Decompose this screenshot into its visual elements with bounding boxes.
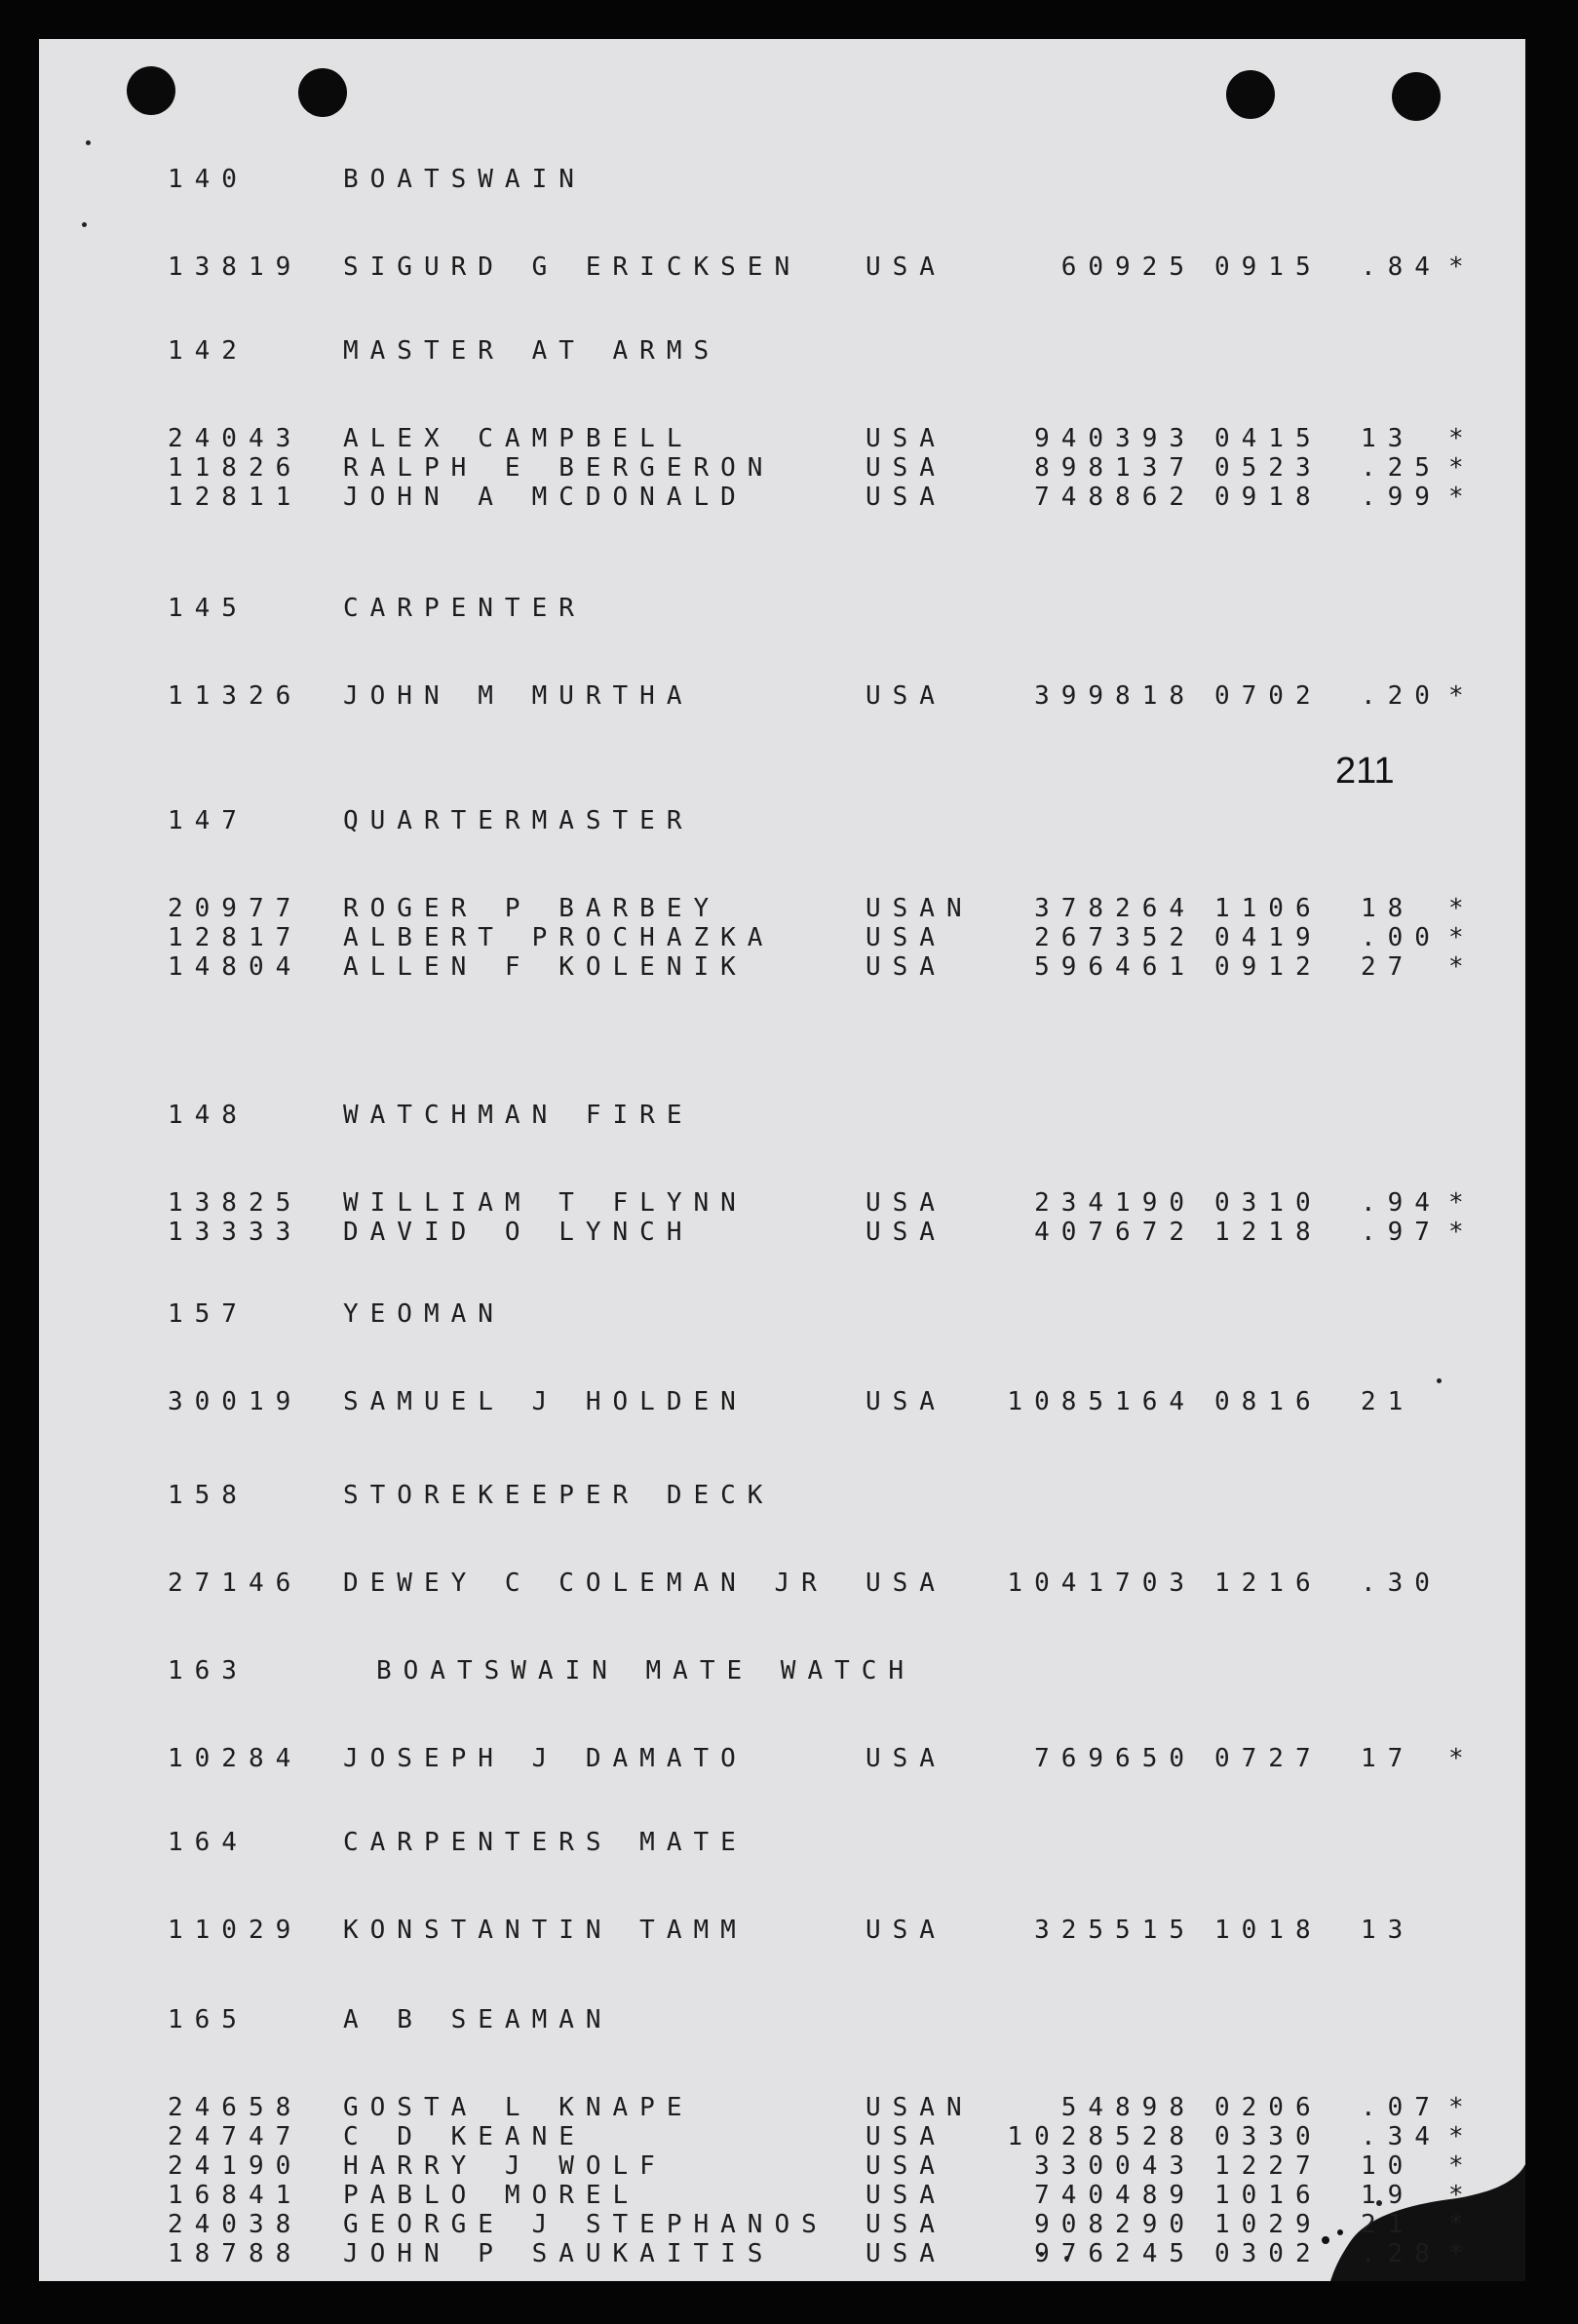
date-code: 0206	[1214, 2093, 1323, 2122]
table-row	[39, 1743, 1525, 1774]
section-header	[39, 1100, 1525, 1131]
seaman-id: 13819	[168, 252, 303, 282]
nationality: USAN	[866, 2093, 974, 2122]
asterisk-mark: *	[1448, 1744, 1464, 1773]
table-row	[39, 2238, 1525, 2269]
asterisk-mark: *	[1448, 2093, 1464, 2122]
nationality: USA	[866, 252, 946, 282]
certificate-number: 976245	[1034, 2239, 1196, 2268]
seaman-name: GEORGE J STEPHANOS	[343, 2210, 828, 2239]
nationality: USA	[866, 923, 946, 952]
asterisk-mark: *	[1448, 1218, 1464, 1247]
table-row	[39, 482, 1525, 513]
date-code: 1018	[1214, 1916, 1323, 1945]
seaman-id: 20977	[168, 894, 303, 923]
asterisk-mark: *	[1448, 2181, 1464, 2210]
seaman-id: 24190	[168, 2151, 303, 2181]
fraction-code: .30	[1361, 1569, 1442, 1598]
fraction-code: 21	[1361, 2210, 1415, 2239]
nationality: USA	[866, 681, 946, 711]
nationality: USA	[866, 2210, 946, 2239]
section-header	[39, 164, 1525, 195]
date-code: 0727	[1214, 1744, 1323, 1773]
certificate-number: 748862	[1034, 483, 1196, 512]
certificate-number: 54898	[1060, 2093, 1196, 2122]
seaman-id: 11826	[168, 453, 303, 483]
asterisk-mark: *	[1448, 2151, 1464, 2181]
seaman-id: 24747	[168, 2122, 303, 2151]
rating-title: A B SEAMAN	[343, 2005, 613, 2034]
seaman-id: 16841	[168, 2181, 303, 2210]
seaman-id: 27146	[168, 1569, 303, 1598]
table-row	[39, 2150, 1525, 2182]
seaman-id: 24038	[168, 2210, 303, 2239]
nationality: USA	[866, 1916, 946, 1945]
asterisk-mark: *	[1448, 453, 1464, 483]
seaman-name: ALEX CAMPBELL	[343, 424, 694, 453]
nationality: USA	[866, 2151, 946, 2181]
date-code: 0419	[1214, 923, 1323, 952]
date-code: 0302	[1214, 2239, 1323, 2268]
nationality: USA	[866, 424, 946, 453]
seaman-id: 10284	[168, 1744, 303, 1773]
certificate-number: 1028528	[1007, 2122, 1196, 2151]
section-header	[39, 2004, 1525, 2035]
asterisk-mark: *	[1448, 923, 1464, 952]
fraction-code: .84	[1361, 252, 1442, 282]
rating-code: 164	[168, 1828, 249, 1857]
asterisk-mark: *	[1448, 2122, 1464, 2151]
rating-code: 145	[168, 594, 249, 623]
seaman-name: SIGURD G ERICKSEN	[343, 252, 802, 282]
nationality: USA	[866, 952, 946, 982]
fraction-code: 10	[1361, 2151, 1415, 2181]
seaman-name: ROGER P BARBEY	[343, 894, 721, 923]
certificate-number: 330043	[1034, 2151, 1196, 2181]
certificate-number: 325515	[1034, 1916, 1196, 1945]
nationality: USA	[866, 483, 946, 512]
seaman-name: WILLIAM T FLYNN	[343, 1188, 748, 1218]
date-code: 1029	[1214, 2210, 1323, 2239]
rating-code: 142	[168, 336, 249, 366]
seaman-id: 12811	[168, 483, 303, 512]
seaman-id: 12817	[168, 923, 303, 952]
seaman-name: JOSEPH J DAMATO	[343, 1744, 748, 1773]
nationality: USA	[866, 1218, 946, 1247]
table-row	[39, 1217, 1525, 1248]
table-row	[39, 1915, 1525, 1946]
seaman-id: 13333	[168, 1218, 303, 1247]
seaman-name: DAVID O LYNCH	[343, 1218, 694, 1247]
certificate-number: 740489	[1034, 2181, 1196, 2210]
date-code: 0415	[1214, 424, 1323, 453]
seaman-id: 14804	[168, 952, 303, 982]
table-row	[39, 423, 1525, 454]
date-code: 0523	[1214, 453, 1323, 483]
rating-code: 147	[168, 806, 249, 835]
rating-title: WATCHMAN FIRE	[343, 1101, 694, 1130]
rating-code: 165	[168, 2005, 249, 2034]
seaman-name: JOHN M MURTHA	[343, 681, 694, 711]
table-row	[39, 2209, 1525, 2240]
nationality: USA	[866, 1188, 946, 1218]
certificate-number: 940393	[1034, 424, 1196, 453]
seaman-name: JOHN P SAUKAITIS	[343, 2239, 775, 2268]
page-number: 211	[1335, 751, 1395, 792]
seaman-name: ALLEN F KOLENIK	[343, 952, 748, 982]
nationality: USAN	[866, 894, 974, 923]
section-header	[39, 593, 1525, 624]
section-header	[39, 1298, 1525, 1330]
table-row	[39, 2180, 1525, 2211]
certificate-number: 596461	[1034, 952, 1196, 982]
asterisk-mark: *	[1448, 483, 1464, 512]
fraction-code: 17	[1361, 1744, 1415, 1773]
fraction-code: .07	[1361, 2093, 1442, 2122]
fraction-code: 27	[1361, 952, 1415, 982]
rating-title: YEOMAN	[343, 1299, 505, 1329]
asterisk-mark: *	[1448, 424, 1464, 453]
seaman-name: GOSTA L KNAPE	[343, 2093, 694, 2122]
fraction-code: .34	[1361, 2122, 1442, 2151]
nationality: USA	[866, 1569, 946, 1598]
section-header	[39, 1480, 1525, 1511]
seaman-name: JOHN A MCDONALD	[343, 483, 748, 512]
asterisk-mark: *	[1448, 2210, 1464, 2239]
certificate-number: 407672	[1034, 1218, 1196, 1247]
date-code: 1227	[1214, 2151, 1323, 2181]
rating-title: CARPENTERS MATE	[343, 1828, 748, 1857]
seaman-id: 13825	[168, 1188, 303, 1218]
nationality: USA	[866, 2122, 946, 2151]
seaman-id: 24043	[168, 424, 303, 453]
nationality: USA	[866, 1387, 946, 1416]
rating-code: 148	[168, 1101, 249, 1130]
fraction-code: .20	[1361, 681, 1442, 711]
asterisk-mark: *	[1448, 894, 1464, 923]
nationality: USA	[866, 1744, 946, 1773]
table-row	[39, 2121, 1525, 2152]
fraction-code: 19	[1361, 2181, 1415, 2210]
certificate-number: 60925	[1060, 252, 1196, 282]
asterisk-mark: *	[1448, 681, 1464, 711]
fraction-code: 21	[1361, 1387, 1415, 1416]
fraction-code: .00	[1361, 923, 1442, 952]
certificate-number: 234190	[1034, 1188, 1196, 1218]
document-page	[39, 39, 1525, 2281]
date-code: 0915	[1214, 252, 1323, 282]
certificate-number: 769650	[1034, 1744, 1196, 1773]
seaman-id: 18788	[168, 2239, 303, 2268]
date-code: 0330	[1214, 2122, 1323, 2151]
rating-title: MASTER AT ARMS	[343, 336, 721, 366]
rating-title: QUARTERMASTER	[343, 806, 694, 835]
seaman-name: ALBERT PROCHAZKA	[343, 923, 775, 952]
certificate-number: 1041703	[1007, 1569, 1196, 1598]
date-code: 0702	[1214, 681, 1323, 711]
seaman-id: 30019	[168, 1387, 303, 1416]
asterisk-mark: *	[1448, 952, 1464, 982]
certificate-number: 898137	[1034, 453, 1196, 483]
certificate-number: 399818	[1034, 681, 1196, 711]
seaman-id: 11326	[168, 681, 303, 711]
table-row	[39, 252, 1525, 283]
date-code: 1216	[1214, 1569, 1323, 1598]
rating-title: CARPENTER	[343, 594, 586, 623]
fraction-code: .25	[1361, 453, 1442, 483]
section-header	[39, 1827, 1525, 1858]
table-row	[39, 680, 1525, 712]
date-code: 1016	[1214, 2181, 1323, 2210]
rating-code: 140	[168, 165, 249, 194]
asterisk-mark: *	[1448, 1188, 1464, 1218]
certificate-number: 1085164	[1007, 1387, 1196, 1416]
table-row	[39, 1386, 1525, 1417]
fraction-code: .99	[1361, 483, 1442, 512]
section-header	[39, 335, 1525, 367]
table-row	[39, 1187, 1525, 1219]
date-code: 0918	[1214, 483, 1323, 512]
crew-list	[39, 39, 1525, 2281]
fraction-code: .94	[1361, 1188, 1442, 1218]
nationality: USA	[866, 453, 946, 483]
table-row	[39, 893, 1525, 924]
table-row	[39, 452, 1525, 484]
asterisk-mark: *	[1448, 2239, 1464, 2268]
section-header	[39, 1655, 1525, 1686]
nationality: USA	[866, 2239, 946, 2268]
rating-title: STOREKEEPER DECK	[343, 1481, 775, 1510]
table-row	[39, 951, 1525, 983]
nationality: USA	[866, 2181, 946, 2210]
table-row	[39, 922, 1525, 953]
section-header	[39, 805, 1525, 836]
fraction-code: 13	[1361, 1916, 1415, 1945]
seaman-id: 11029	[168, 1916, 303, 1945]
table-row	[39, 1568, 1525, 1599]
rating-code: 158	[168, 1481, 249, 1510]
seaman-name: RALPH E BERGERON	[343, 453, 775, 483]
date-code: 0816	[1214, 1387, 1323, 1416]
certificate-number: 378264	[1034, 894, 1196, 923]
certificate-number: 267352	[1034, 923, 1196, 952]
rating-code: 157	[168, 1299, 249, 1329]
rating-title: BOATSWAIN	[343, 165, 586, 194]
seaman-name: KONSTANTIN TAMM	[343, 1916, 748, 1945]
fraction-code: 18	[1361, 894, 1415, 923]
seaman-name: SAMUEL J HOLDEN	[343, 1387, 748, 1416]
seaman-name: C D KEANE	[343, 2122, 586, 2151]
seaman-name: HARRY J WOLF	[343, 2151, 667, 2181]
rating-title: BOATSWAIN MATE WATCH	[376, 1656, 916, 1685]
fraction-code: .97	[1361, 1218, 1442, 1247]
certificate-number: 908290	[1034, 2210, 1196, 2239]
seaman-name: PABLO MOREL	[343, 2181, 640, 2210]
fraction-code: .28	[1361, 2239, 1442, 2268]
fraction-code: 13	[1361, 424, 1415, 453]
date-code: 0310	[1214, 1188, 1323, 1218]
date-code: 1106	[1214, 894, 1323, 923]
seaman-id: 24658	[168, 2093, 303, 2122]
date-code: 1218	[1214, 1218, 1323, 1247]
date-code: 0912	[1214, 952, 1323, 982]
rating-code: 163	[168, 1656, 249, 1685]
seaman-name: DEWEY C COLEMAN JR	[343, 1569, 828, 1598]
asterisk-mark: *	[1448, 252, 1464, 282]
table-row	[39, 2092, 1525, 2123]
